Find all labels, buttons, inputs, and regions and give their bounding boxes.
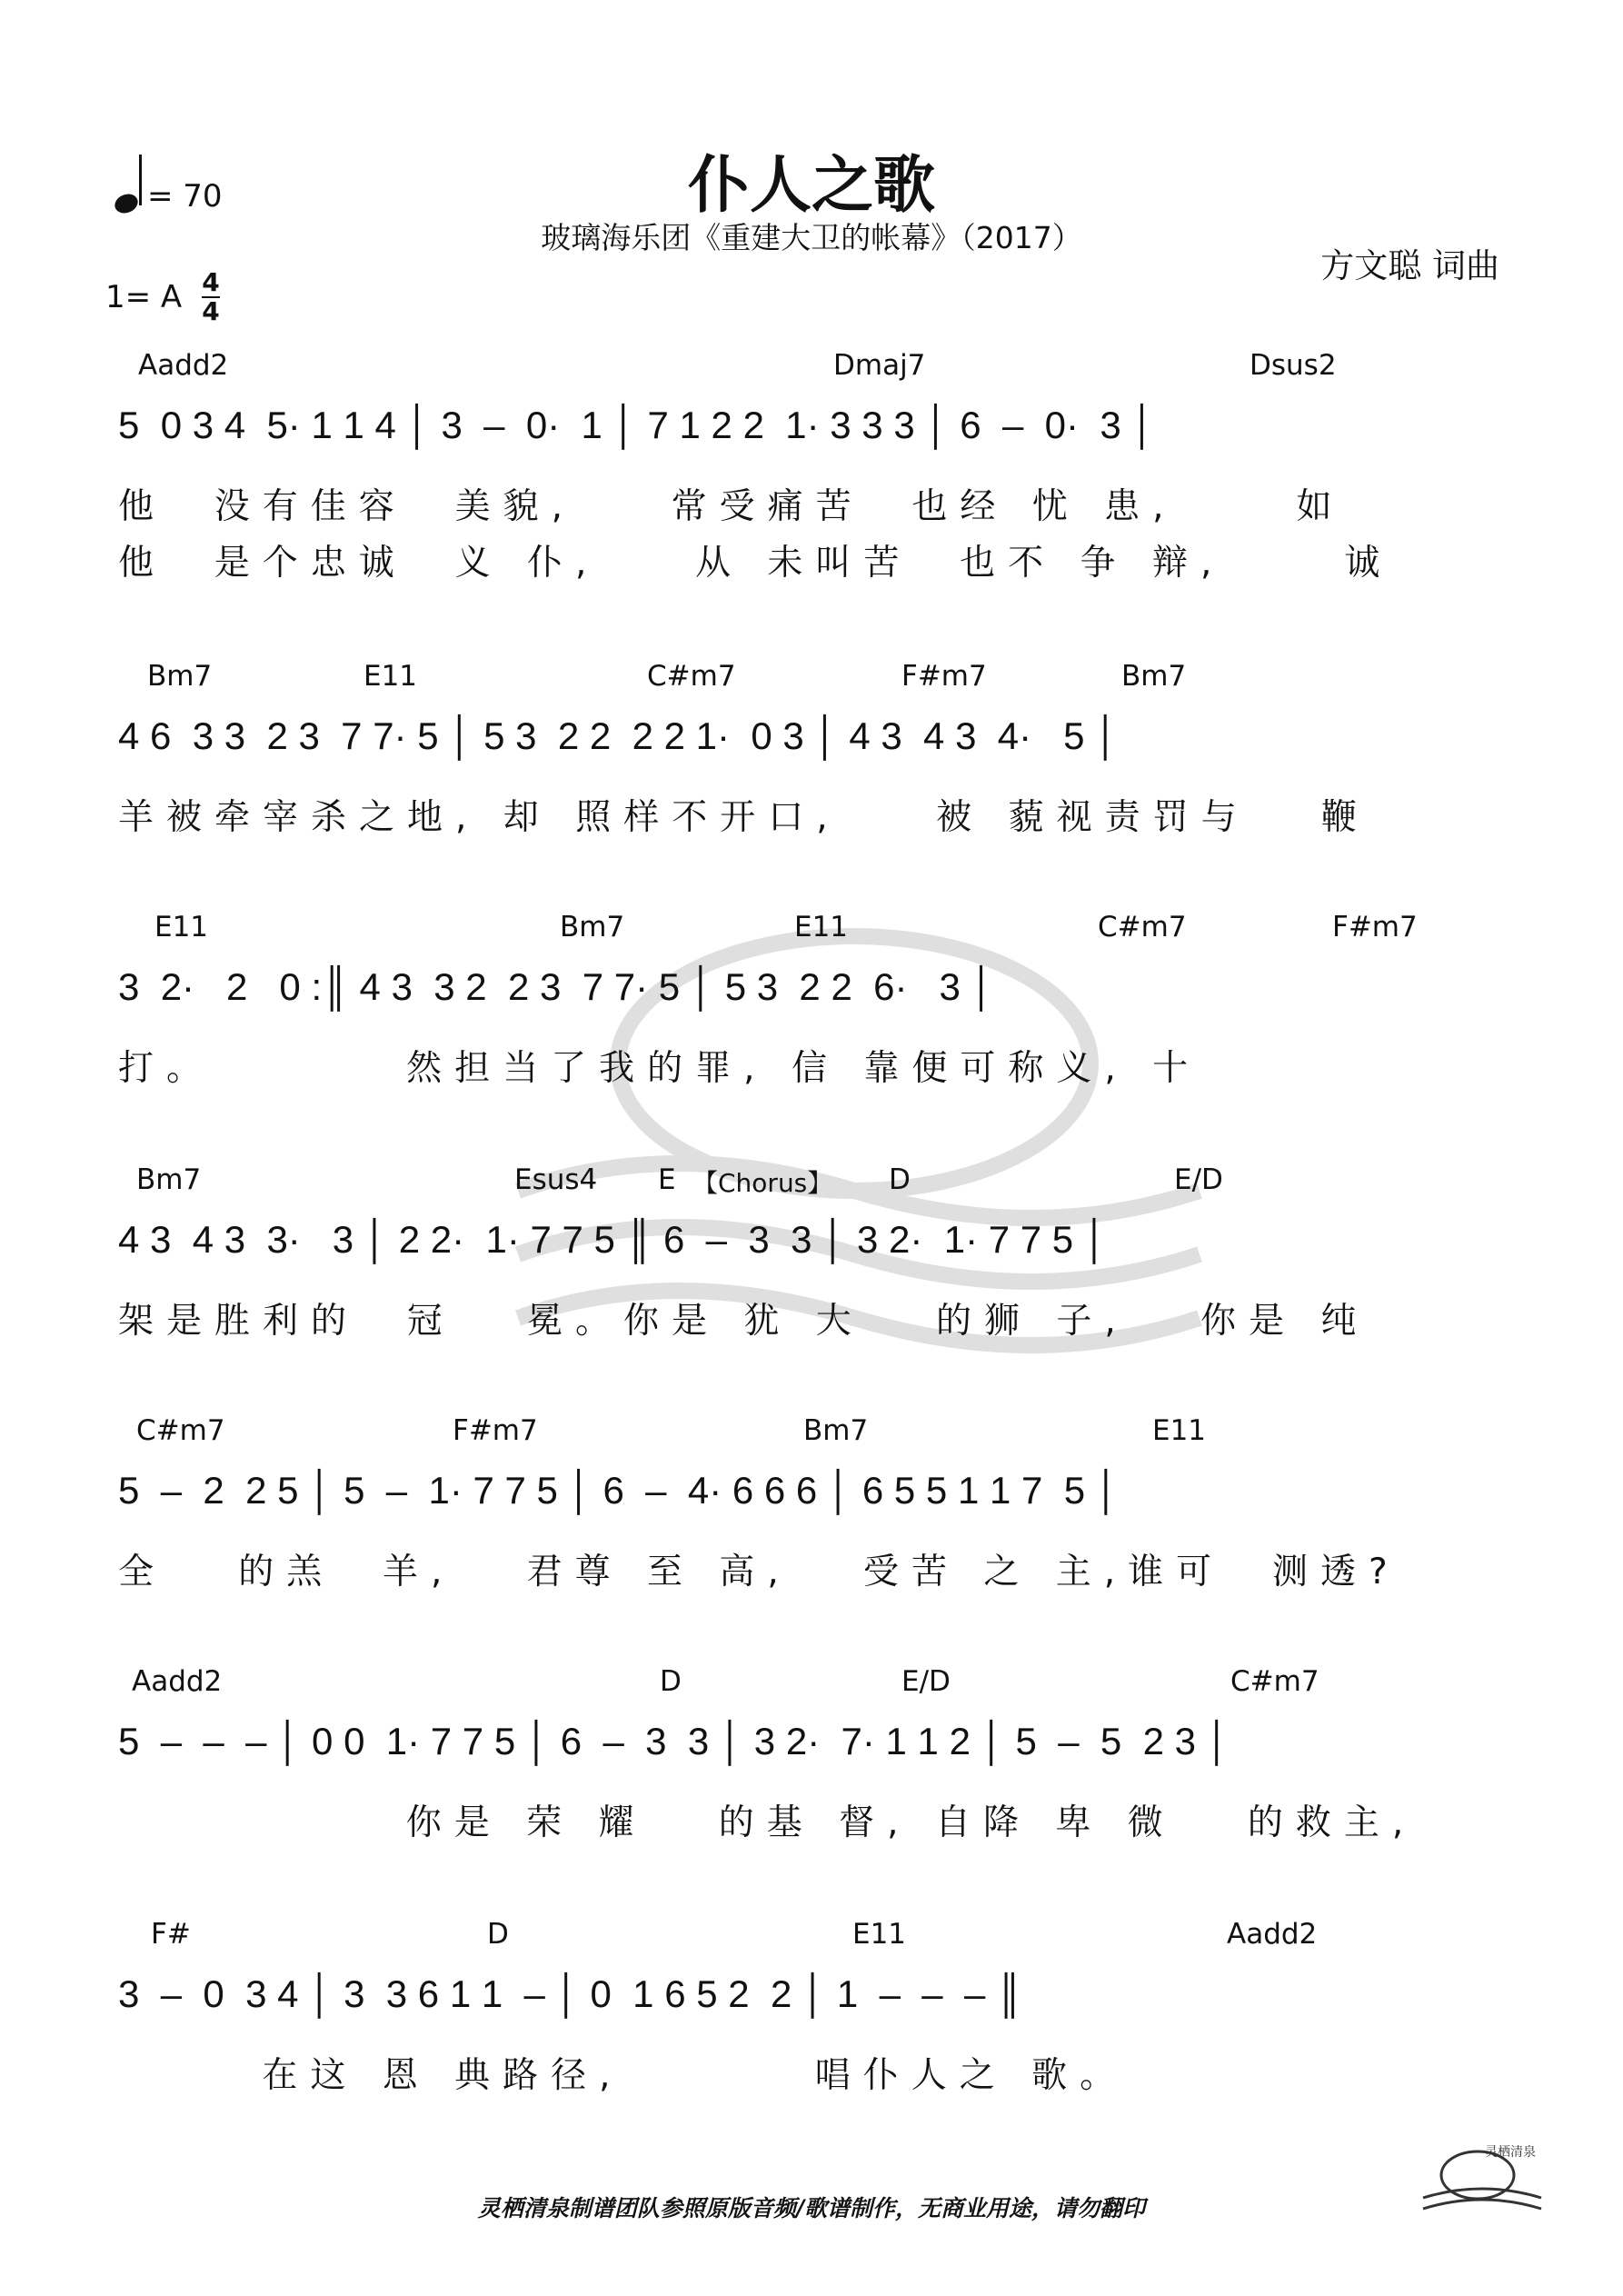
time-signature (202, 269, 219, 325)
chord-row (118, 349, 1518, 385)
numbered-notes: 4 6 3 3 2 3 7 7· 5 │ 5 3 2 2 2 2 1· 0 3 │ 4 3 4 3 4· 5 │ (118, 714, 1120, 757)
chord-symbol: F#m7 (1332, 911, 1418, 943)
chord-symbol: C#m7 (136, 1414, 225, 1447)
chord-symbol: E11 (363, 660, 418, 693)
chorus-section-tag: 【Chorus】 (692, 1168, 833, 1198)
chord-symbol: F#m7 (453, 1414, 538, 1447)
lyrics: 你是 荣 耀 的基 督, 自降 卑 微 的救主, (118, 1802, 1417, 1843)
chord-row (118, 1665, 1518, 1702)
chord-symbol: D (889, 1163, 911, 1196)
chord-symbol: E/D (901, 1665, 951, 1698)
lyrics: 羊被牵宰杀之地, 却 照样不开口, 被 藐视责罚与 鞭 (118, 797, 1369, 838)
chord-symbol: C#m7 (647, 660, 736, 693)
tempo-value: = 70 (147, 178, 223, 215)
chord-symbol: E (658, 1163, 676, 1196)
copyright-footer: 灵栖清泉制谱团队参照原版音频/歌谱制作，无商业用途，请勿翻印 (477, 2195, 1146, 2221)
chord-symbol: D (660, 1665, 682, 1698)
lyrics-verse-1: 他 没有佳容 美貌, 常受痛苦 也经 忧 患, 如 (118, 486, 1345, 527)
numbered-notes: 3 2· 2 0 :║ 4 3 3 2 2 3 7 7· 5 │ 5 3 2 2 6· 3 │ (118, 965, 995, 1008)
chord-symbol: Bm7 (560, 911, 625, 943)
score-line-4 (118, 1163, 1518, 1363)
chord-row (118, 1163, 1518, 1200)
chord-row (118, 1414, 1518, 1451)
time-signature-top: 4 (202, 267, 220, 297)
chord-symbol: Dmaj7 (833, 349, 926, 382)
sheep-logo-icon (1414, 2134, 1550, 2216)
chord-symbol: Bm7 (147, 660, 213, 693)
chord-symbol: Esus4 (514, 1163, 598, 1196)
chord-symbol: C#m7 (1098, 911, 1187, 943)
numbered-notes: 5 0 3 4 5· 1 1 4 │ 3 – 0· 1 │ 7 1 2 2 1· 3 3 3 │ 6 – 0· 3 │ (118, 404, 1156, 446)
chord-symbol: Aadd2 (132, 1665, 223, 1698)
numbered-notes: 5 – 2 2 5 │ 5 – 1· 7 7 5 │ 6 – 4· 6 6 6 │ 6 5 5 1 1 7 5 │ (118, 1469, 1120, 1512)
chord-symbol: Aadd2 (138, 349, 229, 382)
score-line-2 (118, 660, 1518, 860)
chord-row (118, 1918, 1518, 1954)
chord-symbol: E11 (852, 1918, 907, 1951)
numbered-notes: 3 – 0 3 4 │ 3 3 6 1 1 – │ 0 1 6 5 2 2 │ 1 – – – ║ (118, 1972, 1023, 2015)
lyrics: 架是胜利的 冠 冕。你是 犹 大 的狮 子, 你是 纯 (118, 1301, 1369, 1342)
lyrics: 打。 然担当了我的罪, 信 靠便可称义, 十 (118, 1048, 1201, 1089)
album-subtitle: 玻璃海乐团《重建大卫的帐幕》（2017） (541, 220, 1082, 255)
logo-text: 灵栖清泉 (1485, 2145, 1536, 2160)
song-title: 仆人之歌 (687, 150, 935, 222)
score-line-1 (118, 349, 1518, 584)
numbered-notes: 4 3 4 3 3· 3 │ 2 2· 1· 7 7 5 ║ 6 – 3 3 │ 3 2· 1· 7 7 5 │ (118, 1218, 1109, 1261)
lyrics: 全 的羔 羊, 君尊 至 高, 受苦 之 主,谁可 测透? (118, 1552, 1400, 1592)
time-signature-bottom: 4 (202, 296, 220, 326)
lyrics-verse-2: 他 是个忠诚 义 仆, 从 未叫苦 也不 争 辩, 诚 (118, 543, 1393, 584)
chord-row (118, 911, 1518, 947)
chord-symbol: Bm7 (803, 1414, 869, 1447)
chord-symbol: Dsus2 (1250, 349, 1337, 382)
key-signature (105, 269, 220, 325)
chord-row (118, 660, 1518, 696)
chord-symbol: C#m7 (1230, 1665, 1319, 1698)
score-line-6 (118, 1665, 1518, 1865)
chord-symbol: F#m7 (901, 660, 987, 693)
score-line-3 (118, 911, 1518, 1111)
score-line-7 (118, 1918, 1518, 2118)
key-label: 1= A (105, 279, 183, 315)
chord-symbol: D (487, 1918, 509, 1951)
chord-symbol: E11 (1152, 1414, 1207, 1447)
chord-symbol: E11 (794, 911, 849, 943)
numbered-notes: 5 – – – │ 0 0 1· 7 7 5 │ 6 – 3 3 │ 3 2· 7· 1 1 2 │ 5 – 5 2 3 │ (118, 1720, 1230, 1762)
chord-symbol: Bm7 (136, 1163, 202, 1196)
chord-symbol: E11 (154, 911, 209, 943)
composer-credit: 方文聪 词曲 (1320, 246, 1499, 285)
lyrics: 在这 恩 典路径, 唱仆人之 歌。 (118, 2055, 1129, 2096)
chord-symbol: E/D (1174, 1163, 1223, 1196)
chord-symbol: F# (151, 1918, 191, 1951)
score-line-5 (118, 1414, 1518, 1614)
publisher-logo (1414, 2134, 1550, 2216)
chord-symbol: Aadd2 (1227, 1918, 1318, 1951)
chord-symbol: Bm7 (1121, 660, 1187, 693)
